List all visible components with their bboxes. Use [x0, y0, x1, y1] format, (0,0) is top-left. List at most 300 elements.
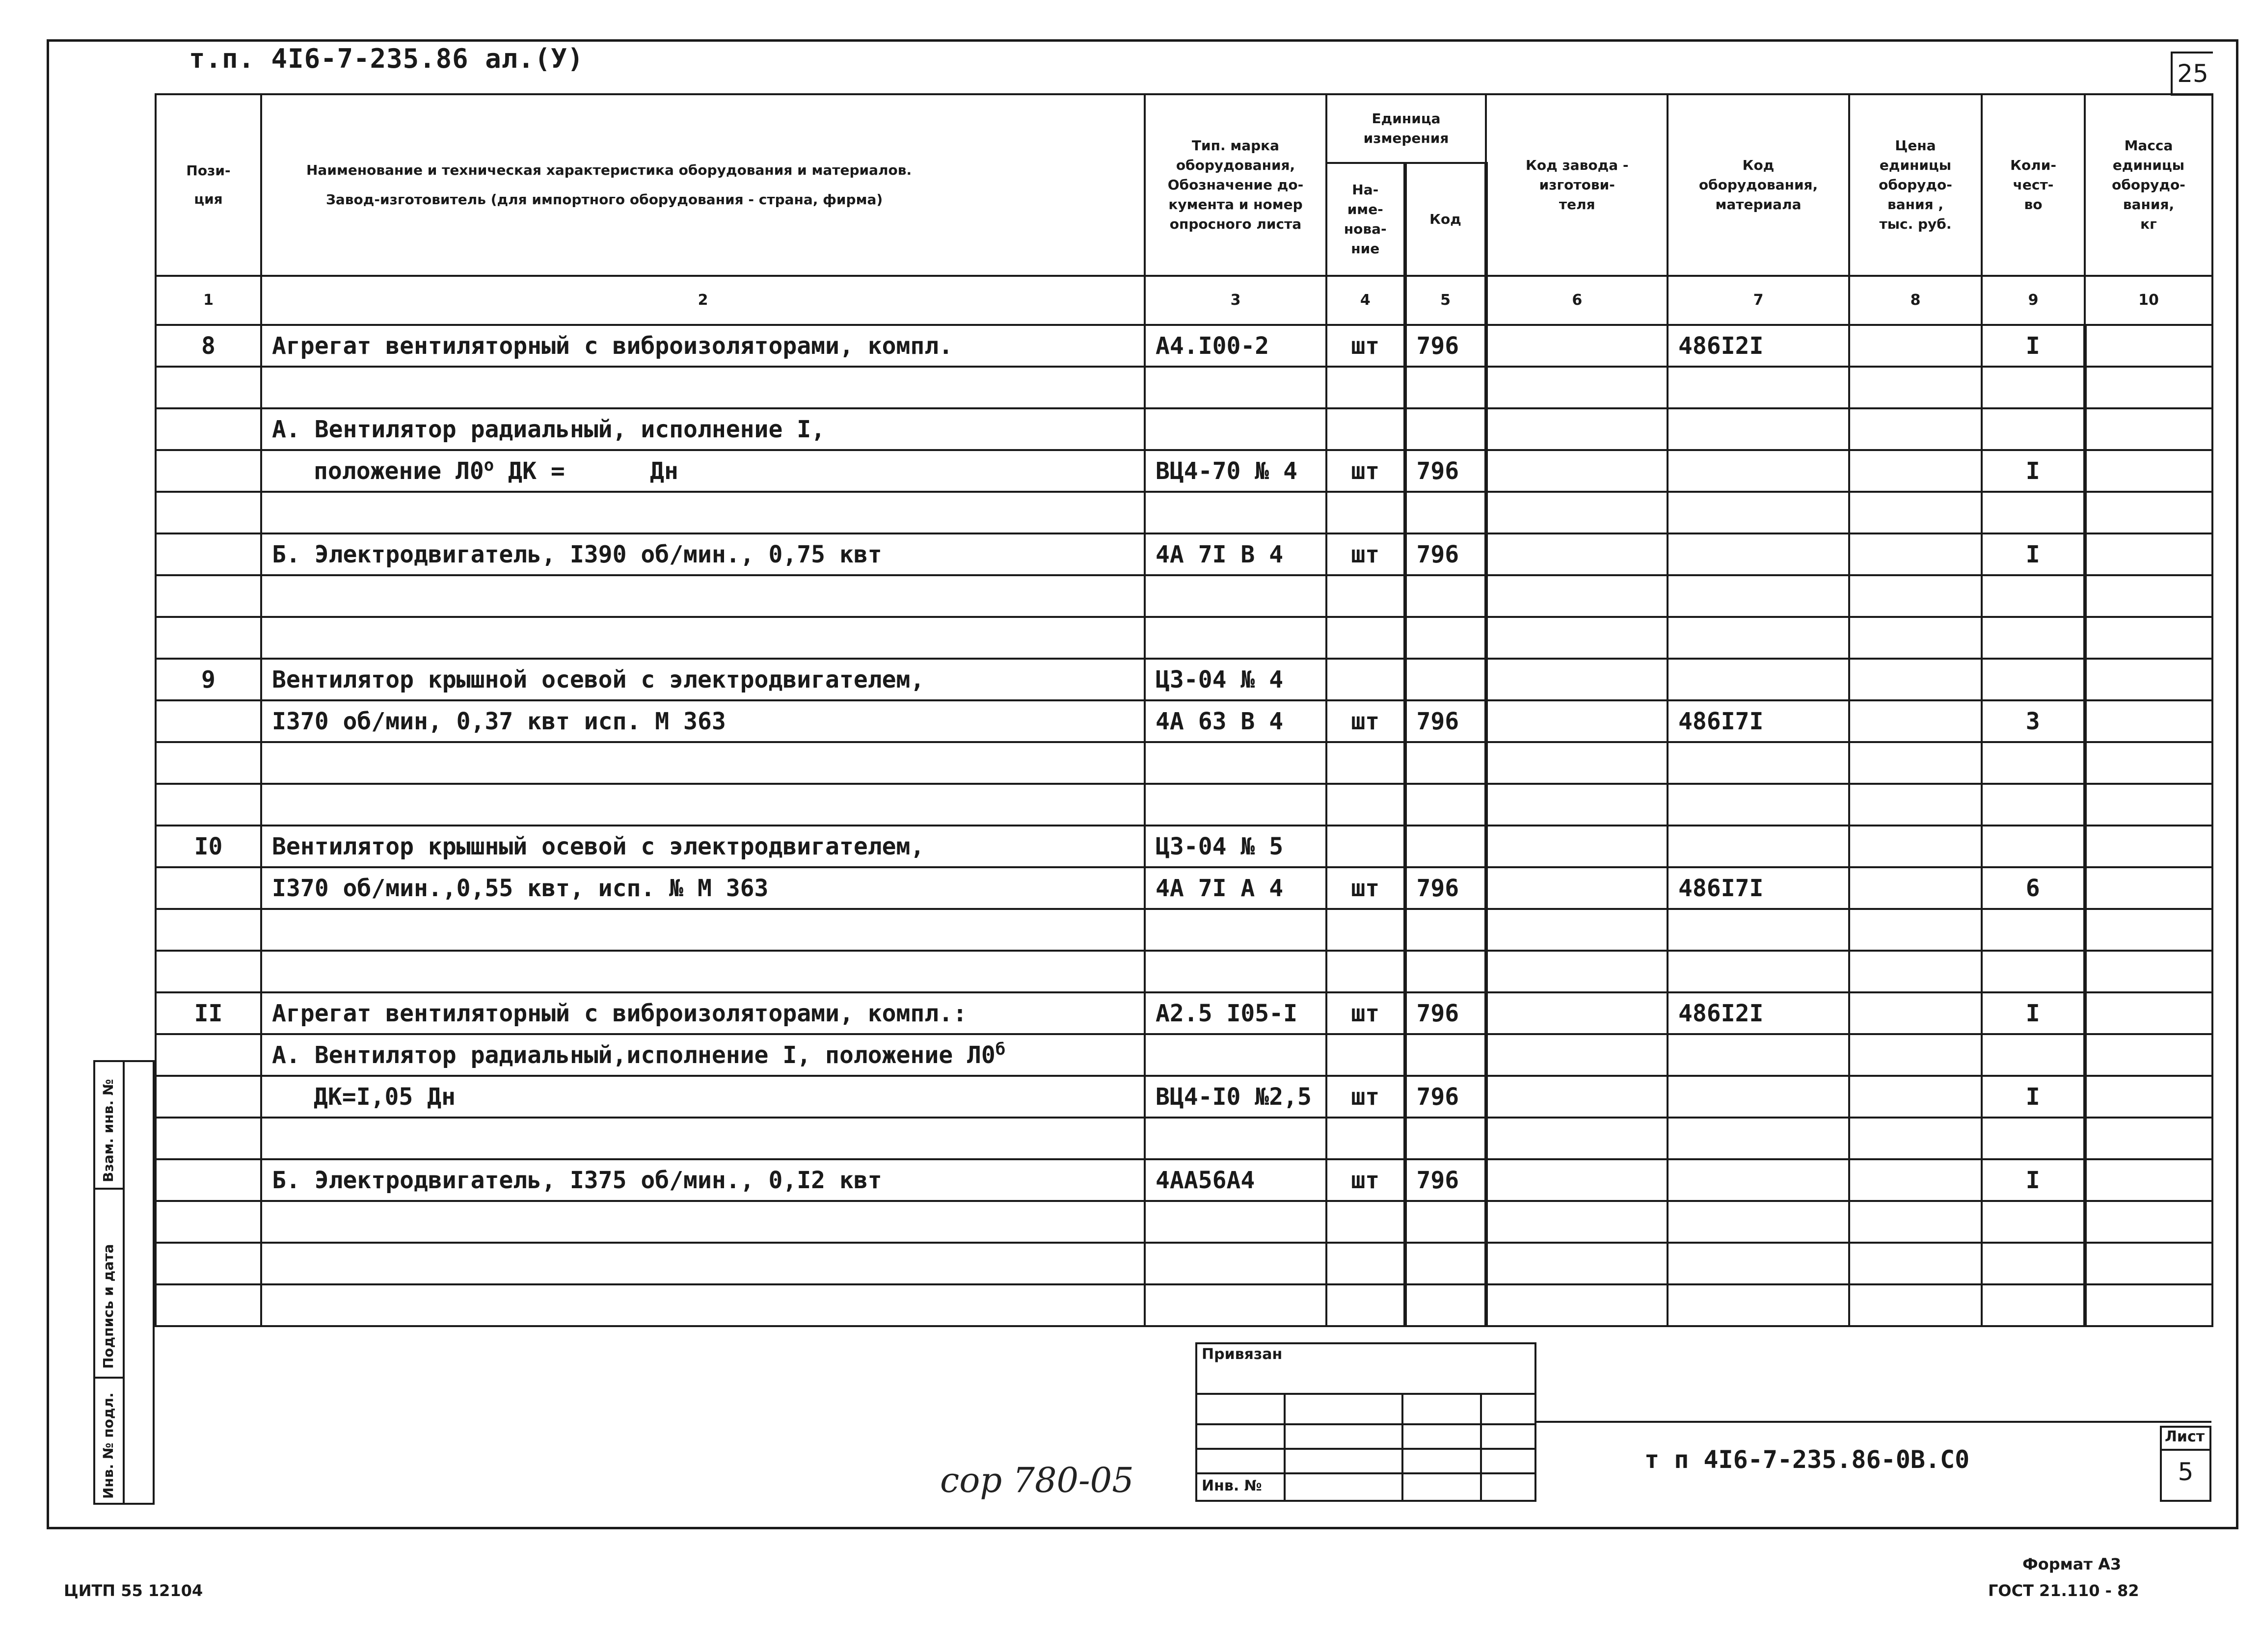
unit-name-cell — [1326, 784, 1405, 826]
type-cell: ВЦ4-I0 №2,5 — [1145, 1076, 1326, 1118]
mass-cell — [2085, 575, 2212, 617]
factory-code-cell — [1486, 742, 1668, 784]
price-cell — [1849, 367, 1982, 408]
unit-name-cell: шт — [1326, 325, 1405, 367]
quantity-cell — [1982, 1284, 2085, 1326]
price-cell — [1849, 784, 1982, 826]
factory-code-cell — [1486, 575, 1668, 617]
factory-code-cell — [1486, 533, 1668, 575]
inv-label: Инв. № — [1202, 1477, 1262, 1494]
quantity-cell — [1982, 575, 2085, 617]
equipment-code-cell — [1668, 1284, 1849, 1326]
unit-name-cell — [1326, 826, 1405, 867]
price-cell — [1849, 450, 1982, 492]
unit-name-cell — [1326, 659, 1405, 700]
quantity-cell: I — [1982, 1159, 2085, 1201]
mass-cell — [2085, 742, 2212, 784]
price-cell — [1849, 575, 1982, 617]
price-cell — [1849, 1284, 1982, 1326]
mass-cell — [2085, 826, 2212, 867]
unit-name-cell — [1326, 575, 1405, 617]
table-row — [156, 450, 2212, 492]
type-cell: 4А 63 В 4 — [1145, 700, 1326, 742]
name-cell — [261, 1284, 1145, 1326]
factory-code-cell — [1486, 992, 1668, 1034]
factory-code-cell — [1486, 659, 1668, 700]
factory-code-cell — [1486, 909, 1668, 951]
header-price: Цена единицы оборудо- вания , тыс. руб. — [1849, 94, 1982, 276]
unit-code-cell — [1405, 659, 1486, 700]
unit-name-cell: шт — [1326, 1159, 1405, 1201]
factory-code-cell — [1486, 492, 1668, 533]
equipment-code-cell: 486I2I — [1668, 992, 1849, 1034]
mass-cell — [2085, 784, 2212, 826]
price-cell — [1849, 492, 1982, 533]
price-cell — [1849, 909, 1982, 951]
position-cell — [156, 951, 261, 992]
table-row — [156, 659, 2212, 700]
unit-name-cell — [1326, 408, 1405, 450]
quantity-cell — [1982, 367, 2085, 408]
quantity-cell — [1982, 742, 2085, 784]
position-cell — [156, 1118, 261, 1159]
mass-cell — [2085, 450, 2212, 492]
unit-name-cell — [1326, 367, 1405, 408]
side-label-original-inv: Инв. № подл. — [100, 1392, 116, 1499]
unit-name-cell: шт — [1326, 867, 1405, 909]
unit-code-cell — [1405, 617, 1486, 659]
unit-code-cell — [1405, 1034, 1486, 1076]
name-superscript: о — [484, 455, 494, 475]
header-equipment-code: Код оборудования, материала — [1668, 94, 1849, 276]
mass-cell — [2085, 325, 2212, 367]
name-text: А. Вентилятор радиальный, исполнение I, — [272, 415, 826, 443]
name-text: положение Л0 — [314, 457, 484, 485]
mass-cell — [2085, 951, 2212, 992]
price-cell — [1849, 1034, 1982, 1076]
equipment-code-cell — [1668, 909, 1849, 951]
equipment-code-cell — [1668, 450, 1849, 492]
table-row — [156, 492, 2212, 533]
equipment-code-cell — [1668, 1243, 1849, 1284]
sheet-label: Лист — [2165, 1428, 2205, 1445]
factory-code-cell — [1486, 325, 1668, 367]
table-row — [156, 1284, 2212, 1326]
name-text: Агрегат вентиляторный с виброизоляторами, компл.: — [272, 999, 968, 1027]
price-cell — [1849, 408, 1982, 450]
name-cell — [261, 533, 1145, 575]
header-unit-name: На- име- нова- ние — [1326, 163, 1405, 276]
name-text: Вентилятор крышной осевой с электродвигателем, — [272, 666, 925, 693]
name-cell — [261, 367, 1145, 408]
type-cell — [1145, 1034, 1326, 1076]
price-cell — [1849, 325, 1982, 367]
type-cell — [1145, 575, 1326, 617]
unit-name-cell: шт — [1326, 992, 1405, 1034]
quantity-cell — [1982, 784, 2085, 826]
factory-code-cell — [1486, 1118, 1668, 1159]
mass-cell — [2085, 659, 2212, 700]
name-cell — [261, 909, 1145, 951]
name-cell — [261, 659, 1145, 700]
stamp-rule — [1195, 1472, 1536, 1474]
type-cell: А2.5 I05-I — [1145, 992, 1326, 1034]
unit-code-cell: 796 — [1405, 992, 1486, 1034]
equipment-code-cell: 486I7I — [1668, 700, 1849, 742]
factory-code-cell — [1486, 1034, 1668, 1076]
equipment-code-cell — [1668, 575, 1849, 617]
unit-code-cell — [1405, 742, 1486, 784]
quantity-cell: I — [1982, 450, 2085, 492]
position-cell — [156, 533, 261, 575]
unit-code-cell: 796 — [1405, 1076, 1486, 1118]
sheet-box-rule — [2160, 1449, 2211, 1451]
table-row — [156, 617, 2212, 659]
table-row — [156, 1118, 2212, 1159]
table-row — [156, 408, 2212, 450]
mass-cell — [2085, 909, 2212, 951]
sheet-number: 5 — [2178, 1458, 2194, 1486]
equipment-code-cell — [1668, 1159, 1849, 1201]
table-row — [156, 867, 2212, 909]
type-cell: Ц3-04 № 4 — [1145, 659, 1326, 700]
table-row — [156, 367, 2212, 408]
quantity-cell — [1982, 909, 2085, 951]
unit-name-cell — [1326, 1118, 1405, 1159]
quantity-cell — [1982, 951, 2085, 992]
name-cell — [261, 575, 1145, 617]
table-row — [156, 1076, 2212, 1118]
name-text: I370 об/мин, 0,37 квт исп. М 363 — [272, 707, 726, 735]
unit-code-cell: 796 — [1405, 700, 1486, 742]
mass-cell — [2085, 492, 2212, 533]
factory-code-cell — [1486, 1076, 1668, 1118]
table-row — [156, 1243, 2212, 1284]
mass-cell — [2085, 533, 2212, 575]
name-cell — [261, 1159, 1145, 1201]
position-cell — [156, 492, 261, 533]
header-name: Наименование и техническая характеристика оборудования и материалов. Завод-изготовитель (для импортного оборудования - страна, фирма) — [261, 94, 1145, 276]
type-cell — [1145, 784, 1326, 826]
name-cell — [261, 408, 1145, 450]
position-cell — [156, 784, 261, 826]
name-cell — [261, 1118, 1145, 1159]
position-cell: II — [156, 992, 261, 1034]
unit-code-cell — [1405, 1243, 1486, 1284]
type-cell: 4АА56А4 — [1145, 1159, 1326, 1201]
unit-name-cell: шт — [1326, 1076, 1405, 1118]
position-cell — [156, 700, 261, 742]
stamp-rule — [1195, 1448, 1536, 1450]
price-cell — [1849, 533, 1982, 575]
attached-label: Привязан — [1202, 1346, 1283, 1363]
footer-format: Формат А3 — [2022, 1555, 2122, 1573]
type-cell: 4А 7I А 4 — [1145, 867, 1326, 909]
column-number: 9 — [1982, 276, 2085, 325]
unit-code-cell: 796 — [1405, 450, 1486, 492]
equipment-code-cell — [1668, 1201, 1849, 1243]
unit-name-cell: шт — [1326, 533, 1405, 575]
unit-code-cell — [1405, 1201, 1486, 1243]
factory-code-cell — [1486, 784, 1668, 826]
unit-code-cell — [1405, 951, 1486, 992]
position-cell — [156, 742, 261, 784]
mass-cell — [2085, 1118, 2212, 1159]
header-unit-group: Единица измерения — [1326, 94, 1486, 163]
stamp-rule — [1480, 1393, 1482, 1502]
position-cell — [156, 408, 261, 450]
type-cell — [1145, 742, 1326, 784]
table-row — [156, 1159, 2212, 1201]
type-cell — [1145, 617, 1326, 659]
position-cell: 8 — [156, 325, 261, 367]
position-cell: 9 — [156, 659, 261, 700]
factory-code-cell — [1486, 1284, 1668, 1326]
equipment-code-cell — [1668, 408, 1849, 450]
mass-cell — [2085, 1159, 2212, 1201]
specification-table — [155, 93, 2213, 1327]
equipment-code-cell — [1668, 367, 1849, 408]
quantity-cell: 3 — [1982, 700, 2085, 742]
mass-cell — [2085, 1284, 2212, 1326]
stamp-rule — [1284, 1393, 1286, 1502]
position-cell — [156, 909, 261, 951]
mass-cell — [2085, 1201, 2212, 1243]
table-row — [156, 575, 2212, 617]
equipment-code-cell — [1668, 492, 1849, 533]
quantity-cell — [1982, 408, 2085, 450]
factory-code-cell — [1486, 450, 1668, 492]
page-number: 25 — [2171, 52, 2213, 96]
type-cell: 4А 7I В 4 — [1145, 533, 1326, 575]
quantity-cell — [1982, 826, 2085, 867]
equipment-code-cell: 486I2I — [1668, 325, 1849, 367]
unit-code-cell: 796 — [1405, 533, 1486, 575]
mass-cell — [2085, 617, 2212, 659]
price-cell — [1849, 617, 1982, 659]
mass-cell — [2085, 367, 2212, 408]
name-cell — [261, 1243, 1145, 1284]
type-cell — [1145, 1284, 1326, 1326]
type-cell: Ц3-04 № 5 — [1145, 826, 1326, 867]
equipment-code-cell — [1668, 742, 1849, 784]
column-number: 2 — [261, 276, 1145, 325]
unit-name-cell: шт — [1326, 450, 1405, 492]
price-cell — [1849, 826, 1982, 867]
unit-code-cell: 796 — [1405, 1159, 1486, 1201]
table-row — [156, 1034, 2212, 1076]
unit-code-cell — [1405, 367, 1486, 408]
type-cell: А4.I00-2 — [1145, 325, 1326, 367]
name-cell — [261, 951, 1145, 992]
footer-left-code: ЦИТП 55 12104 — [64, 1581, 203, 1600]
mass-cell — [2085, 700, 2212, 742]
quantity-cell — [1982, 617, 2085, 659]
unit-code-cell: 796 — [1405, 325, 1486, 367]
unit-code-cell — [1405, 408, 1486, 450]
price-cell — [1849, 1243, 1982, 1284]
table-row — [156, 742, 2212, 784]
type-cell — [1145, 367, 1326, 408]
name-text: Вентилятор крышный осевой с электродвигателем, — [272, 832, 925, 860]
type-cell: ВЦ4-70 № 4 — [1145, 450, 1326, 492]
header-mass: Масса единицы оборудо- вания, кг — [2085, 94, 2212, 276]
header-type: Тип. марка оборудования, Обозначение до- кумента и номер опросного листа — [1145, 94, 1326, 276]
mass-cell — [2085, 1076, 2212, 1118]
equipment-code-cell — [1668, 1034, 1849, 1076]
equipment-code-cell — [1668, 784, 1849, 826]
equipment-code-cell — [1668, 951, 1849, 992]
position-cell — [156, 367, 261, 408]
unit-name-cell — [1326, 951, 1405, 992]
name-cell — [261, 450, 1145, 492]
name-superscript: б — [995, 1039, 1006, 1059]
unit-name-cell — [1326, 617, 1405, 659]
type-cell — [1145, 951, 1326, 992]
position-cell — [156, 575, 261, 617]
table-row — [156, 992, 2212, 1034]
unit-code-cell — [1405, 909, 1486, 951]
side-label-replaced-inv: Взам. инв. № — [100, 1079, 116, 1182]
equipment-code-cell — [1668, 1118, 1849, 1159]
unit-name-cell — [1326, 1284, 1405, 1326]
price-cell — [1849, 1201, 1982, 1243]
quantity-cell: I — [1982, 992, 2085, 1034]
side-label-signature: Подпись и дата — [100, 1244, 116, 1369]
column-number: 8 — [1849, 276, 1982, 325]
position-cell — [156, 1076, 261, 1118]
column-number: 4 — [1326, 276, 1405, 325]
factory-code-cell — [1486, 951, 1668, 992]
name-cell — [261, 1076, 1145, 1118]
header-quantity: Коли- чест- во — [1982, 94, 2085, 276]
price-cell — [1849, 867, 1982, 909]
footer-gost: ГОСТ 21.110 - 82 — [1988, 1581, 2139, 1600]
position-cell: I0 — [156, 826, 261, 867]
name-cell — [261, 492, 1145, 533]
price-cell — [1849, 1118, 1982, 1159]
header-position: Пози- ция — [156, 94, 261, 276]
name-text: Агрегат вентиляторный с виброизоляторами, компл. — [272, 332, 953, 360]
equipment-code-cell — [1668, 533, 1849, 575]
name-cell — [261, 784, 1145, 826]
position-cell — [156, 617, 261, 659]
type-cell — [1145, 492, 1326, 533]
name-cell — [261, 617, 1145, 659]
header-factory-code: Код завода - изготови- теля — [1486, 94, 1668, 276]
price-cell — [1849, 1159, 1982, 1201]
name-text: ДК=I,05 Дн — [314, 1083, 456, 1111]
table-row — [156, 1201, 2212, 1243]
mass-cell — [2085, 867, 2212, 909]
table-row — [156, 700, 2212, 742]
type-cell — [1145, 408, 1326, 450]
equipment-code-cell — [1668, 1076, 1849, 1118]
unit-code-cell — [1405, 1284, 1486, 1326]
price-cell — [1849, 742, 1982, 784]
table-row — [156, 951, 2212, 992]
name-cell — [261, 742, 1145, 784]
name-cell — [261, 867, 1145, 909]
factory-code-cell — [1486, 1159, 1668, 1201]
price-cell — [1849, 659, 1982, 700]
position-cell — [156, 1159, 261, 1201]
name-cell — [261, 325, 1145, 367]
unit-name-cell — [1326, 1201, 1405, 1243]
unit-code-cell — [1405, 492, 1486, 533]
side-stamp-panel — [93, 1060, 155, 1505]
position-cell — [156, 1201, 261, 1243]
quantity-cell — [1982, 1201, 2085, 1243]
column-number: 5 — [1405, 276, 1486, 325]
name-text: I370 об/мин.,0,55 квт, исп. № М 363 — [272, 874, 769, 902]
quantity-cell — [1982, 659, 2085, 700]
unit-code-cell: 796 — [1405, 867, 1486, 909]
factory-code-cell — [1486, 1201, 1668, 1243]
column-number: 7 — [1668, 276, 1849, 325]
name-cell — [261, 1034, 1145, 1076]
unit-code-cell — [1405, 826, 1486, 867]
unit-name-cell — [1326, 1034, 1405, 1076]
name-text: А. Вентилятор радиальный,исполнение I, положение Л0 — [272, 1041, 996, 1069]
column-number: 1 — [156, 276, 261, 325]
handwritten-number: сор 780-05 — [940, 1460, 1134, 1500]
factory-code-cell — [1486, 408, 1668, 450]
quantity-cell — [1982, 1243, 2085, 1284]
type-cell — [1145, 1118, 1326, 1159]
position-cell — [156, 1284, 261, 1326]
unit-name-cell — [1326, 909, 1405, 951]
price-cell — [1849, 992, 1982, 1034]
table-row — [156, 826, 2212, 867]
price-cell — [1849, 951, 1982, 992]
price-cell — [1849, 700, 1982, 742]
price-cell — [1849, 1076, 1982, 1118]
mass-cell — [2085, 992, 2212, 1034]
type-cell — [1145, 909, 1326, 951]
unit-name-cell — [1326, 1243, 1405, 1284]
type-cell — [1145, 1243, 1326, 1284]
title-doc-code: т п 4I6-7-235.86-0В.С0 — [1644, 1445, 1970, 1474]
mass-cell — [2085, 1243, 2212, 1284]
position-cell — [156, 1243, 261, 1284]
factory-code-cell — [1486, 826, 1668, 867]
name-cell — [261, 826, 1145, 867]
unit-code-cell — [1405, 575, 1486, 617]
quantity-cell: I — [1982, 533, 2085, 575]
quantity-cell — [1982, 492, 2085, 533]
name-text: Б. Электродвигатель, I390 об/мин., 0,75 квт — [272, 540, 882, 568]
document-code-top: т.п. 4I6-7-235.86 ал.(У) — [189, 43, 584, 74]
column-number: 6 — [1486, 276, 1668, 325]
quantity-cell: I — [1982, 1076, 2085, 1118]
position-cell — [156, 867, 261, 909]
factory-code-cell — [1486, 617, 1668, 659]
name-cell — [261, 700, 1145, 742]
unit-name-cell — [1326, 742, 1405, 784]
unit-code-cell — [1405, 784, 1486, 826]
unit-name-cell: шт — [1326, 700, 1405, 742]
stamp-rule — [1195, 1423, 1536, 1425]
table-row — [156, 533, 2212, 575]
mass-cell — [2085, 1034, 2212, 1076]
table-row — [156, 784, 2212, 826]
stamp-rule — [1401, 1393, 1403, 1502]
title-block-rule — [1536, 1421, 2211, 1423]
table-row — [156, 909, 2212, 951]
quantity-cell — [1982, 1034, 2085, 1076]
column-number: 10 — [2085, 276, 2212, 325]
